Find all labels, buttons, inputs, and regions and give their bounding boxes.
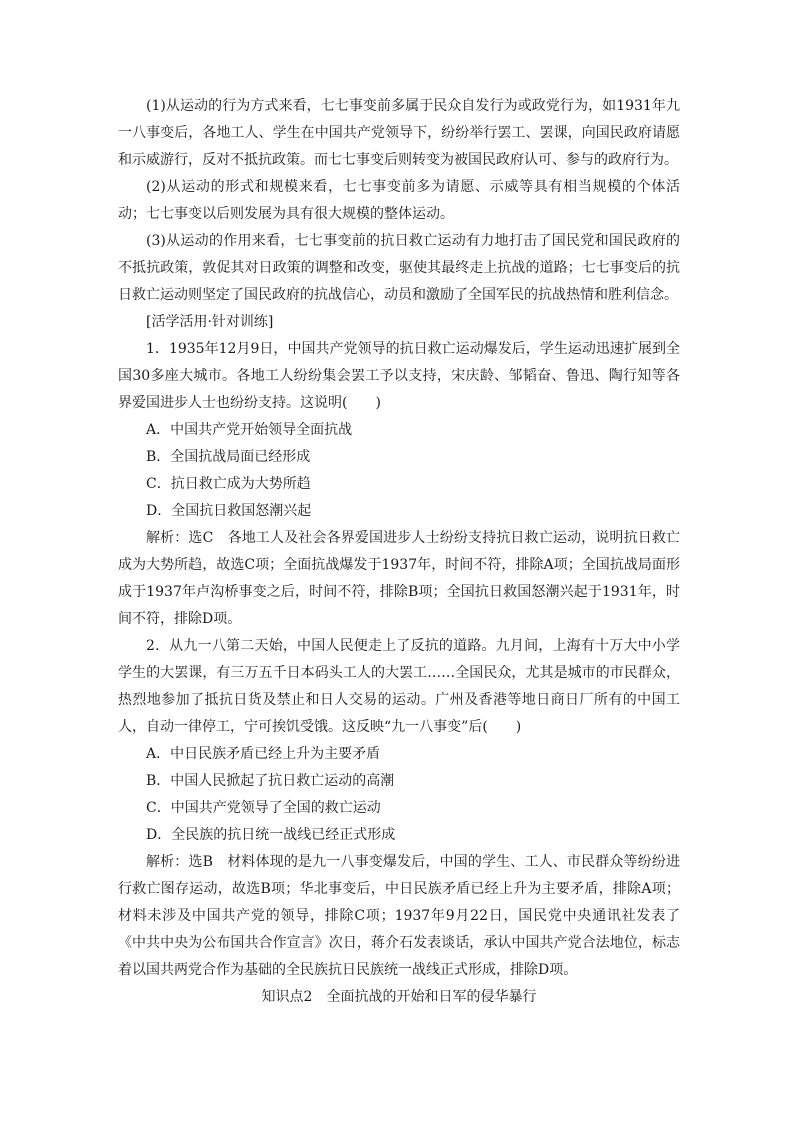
question-2-option-b: B．中国人民掀起了抗日救亡运动的高潮 xyxy=(146,773,395,789)
question-2-option-d: D．全民族的抗日统一战线已经正式形成 xyxy=(146,827,396,843)
question-2-option-a: A．中日民族矛盾已经上升为主要矛盾 xyxy=(146,746,381,762)
question-1-stem: 1．1935年12月9日，中国共产党领导的抗日救亡运动爆发后，学生运动迅速扩展到全国30多座大城市。各地工人纷纷集会罢工予以支持，宋庆龄、邹韬奋、鲁迅、陶行知等各界爱国进步人士也纷纷支持。这说明( ) xyxy=(118,341,680,411)
intro-paragraph-1: (1)从运动的行为方式来看，七七事变前多属于民众自发行为或政党行为，如1931年九一八事变后，各地工人、学生在中国共产党领导下，纷纷举行罢工、罢课，向国民政府请愿和示威游行，反对不抵抗政策。而七七事变后则转变为被国民政府认可、参与的政府行为。 xyxy=(118,98,680,168)
question-2-stem: 2．从九一八第二天始，中国人民便走上了反抗的道路。九月间，上海有十万大中小学学生的大罢课，有三万五千日本码头工人的大罢工……全国民众，尤其是城市的市民群众，热烈地参加了抵抗日货及禁止和日人交易的运动。广州及香港等地日商日厂所有的中国工人，自动一律停工，宁可挨饥受饿。这反映“九一八事变”后( ) xyxy=(118,638,680,735)
document-body xyxy=(118,93,680,1011)
question-1-option-d: D．全国抗日救国怒潮兴起 xyxy=(146,503,312,519)
section-title: 知识点2 全面抗战的开始和日军的侵华暴行 xyxy=(261,989,537,1005)
intro-paragraph-2: (2)从运动的形式和规模来看，七七事变前多为请愿、示威等具有相当规模的个体活动；七七事变以后则发展为具有很大规模的整体运动。 xyxy=(118,179,680,222)
intro-paragraph-3: (3)从运动的作用来看，七七事变前的抗日救亡运动有力地打击了国民党和国民政府的不抵抗政策，敦促其对日政策的调整和改变，驱使其最终走上抗战的道路；七七事变后的抗日救亡运动则坚定了国民政府的抗战信心，动员和激励了全国军民的抗战热情和胜利信念。 xyxy=(118,233,680,303)
question-1-analysis: 解析：选C 各地工人及社会各界爱国进步人士纷纷支持抗日救亡运动，说明抗日救亡成为大势所趋，故选C项；全面抗战爆发于1937年，时间不符，排除A项；全国抗战局面形成于1937年卢沟桥事变之后，时间不符，排除B项；全国抗日救国怒潮兴起于1931年，时间不符，排除D项。 xyxy=(118,530,680,627)
question-1-option-c: C．抗日救亡成为大势所趋 xyxy=(146,476,311,492)
question-2-analysis: 解析：选B 材料体现的是九一八事变爆发后，中国的学生、工人、市民群众等纷纷进行救亡图存运动，故选B项；华北事变后，中日民族矛盾已经上升为主要矛盾，排除A项；材料未涉及中国共产党的领导，排除C项；1937年9月22日，国民党中央通讯社发表了《中共中央为公布国共合作宣言》次日，蒋介石发表谈话，承认中国共产党合法地位，标志着以国共两党合作为基础的全民族抗日民族统一战线正式形成，排除D项。 xyxy=(118,854,680,978)
practice-heading: [活学活用·针对训练] xyxy=(146,314,274,330)
question-2-option-c: C．中国共产党领导了全国的救亡运动 xyxy=(146,800,381,816)
question-1-option-a: A．中国共产党开始领导全面抗战 xyxy=(146,422,353,438)
question-1-option-b: B．全国抗战局面已经形成 xyxy=(146,449,311,465)
